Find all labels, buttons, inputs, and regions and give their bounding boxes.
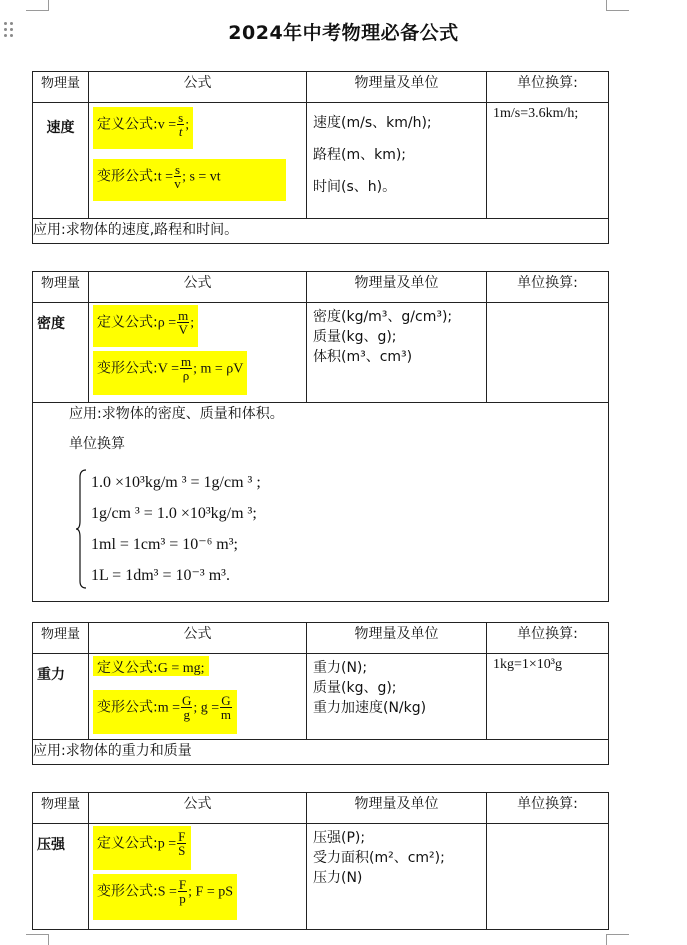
formula-cell xyxy=(89,103,307,219)
header-quantity: 物理量 xyxy=(33,72,89,103)
gravity-table xyxy=(32,622,609,765)
header-conversion: 单位换算: xyxy=(487,793,609,824)
derived-formula: 变形公式:S = $\frac{F}{p}$ ; F = pS xyxy=(93,874,237,920)
units-cell: 压强(P); 受力面积(m²、cm²); 压力(N) xyxy=(307,824,487,930)
quantity-name: 压强 xyxy=(33,824,89,930)
header-quantity: 物理量 xyxy=(33,623,89,654)
page-corner-mark xyxy=(26,0,49,11)
header-formula: 公式 xyxy=(89,272,307,303)
units-cell: 密度(kg/m³、g/cm³); 质量(kg、g); 体积(m³、cm³) xyxy=(307,303,487,403)
header-units: 物理量及单位 xyxy=(307,272,487,303)
application-row xyxy=(33,403,609,602)
page-title: 2024年中考物理必备公式 xyxy=(228,22,459,44)
quantity-name: 密度 xyxy=(33,303,89,403)
conversion-line: 1g/cm ³ = 1.0 ×10³kg/m ³; xyxy=(91,505,257,522)
formula-cell xyxy=(89,303,307,403)
header-conversion: 单位换算: xyxy=(487,72,609,103)
quantity-name: 速度 xyxy=(33,103,89,219)
page-corner-mark xyxy=(606,934,629,945)
header-units: 物理量及单位 xyxy=(307,72,487,103)
conversion-list xyxy=(75,467,608,591)
header-formula: 公式 xyxy=(89,623,307,654)
pressure-table xyxy=(32,792,609,930)
application-row: 应用:求物体的重力和质量 xyxy=(33,740,609,765)
curly-brace-icon xyxy=(75,469,87,589)
conversion-cell xyxy=(487,303,609,403)
definition-formula: 定义公式:G = mg; xyxy=(93,656,209,676)
header-units: 物理量及单位 xyxy=(307,793,487,824)
conversion-line: 1L = 1dm³ = 10⁻³ m³. xyxy=(91,567,230,584)
derived-formula: 变形公式:t = $\frac{s}{v}$ ; s = vt xyxy=(93,159,286,201)
formula-cell xyxy=(89,824,307,930)
conversion-title: 单位换算 xyxy=(69,436,125,452)
units-cell: 速度(m/s、km/h); 路程(m、km); 时间(s、h)。 xyxy=(307,103,487,219)
units-cell: 重力(N); 质量(kg、g); 重力加速度(N/kg) xyxy=(307,654,487,740)
formula-cell xyxy=(89,654,307,740)
definition-formula: 定义公式:v = $\frac{s}{t}$ ; xyxy=(93,107,193,149)
header-formula: 公式 xyxy=(89,72,307,103)
definition-formula: 定义公式:ρ = $\frac{m}{V}$ ; xyxy=(93,305,198,347)
conversion-cell xyxy=(487,824,609,930)
page-corner-mark xyxy=(606,0,629,11)
quantity-name: 重力 xyxy=(33,654,89,740)
derived-formula: 变形公式:m = $\frac{G}{g}$ ; g = $\frac{G}{m}$ xyxy=(93,690,237,734)
conversion-cell: 1m/s=3.6km/h; xyxy=(487,103,609,219)
conversion-line: 1.0 ×10³kg/m ³ = 1g/cm ³ ; xyxy=(91,474,261,491)
derived-formula: 变形公式:V = $\frac{m}{\rho}$ ; m = ρV xyxy=(93,351,247,395)
application-text: 应用:求物体的密度、质量和体积。 xyxy=(69,406,284,422)
conversion-cell: 1kg=1×10³g xyxy=(487,654,609,740)
density-table xyxy=(32,271,609,602)
header-units: 物理量及单位 xyxy=(307,623,487,654)
definition-formula: 定义公式:p = $\frac{F}{S}$ xyxy=(93,826,191,870)
header-formula: 公式 xyxy=(89,793,307,824)
speed-table xyxy=(32,71,609,244)
header-quantity: 物理量 xyxy=(33,793,89,824)
header-quantity: 物理量 xyxy=(33,272,89,303)
application-row: 应用:求物体的速度,路程和时间。 xyxy=(33,219,609,244)
header-conversion: 单位换算: xyxy=(487,272,609,303)
conversion-line: 1ml = 1cm³ = 10⁻⁶ m³; xyxy=(91,536,238,553)
page-corner-mark xyxy=(26,934,49,945)
header-conversion: 单位换算: xyxy=(487,623,609,654)
